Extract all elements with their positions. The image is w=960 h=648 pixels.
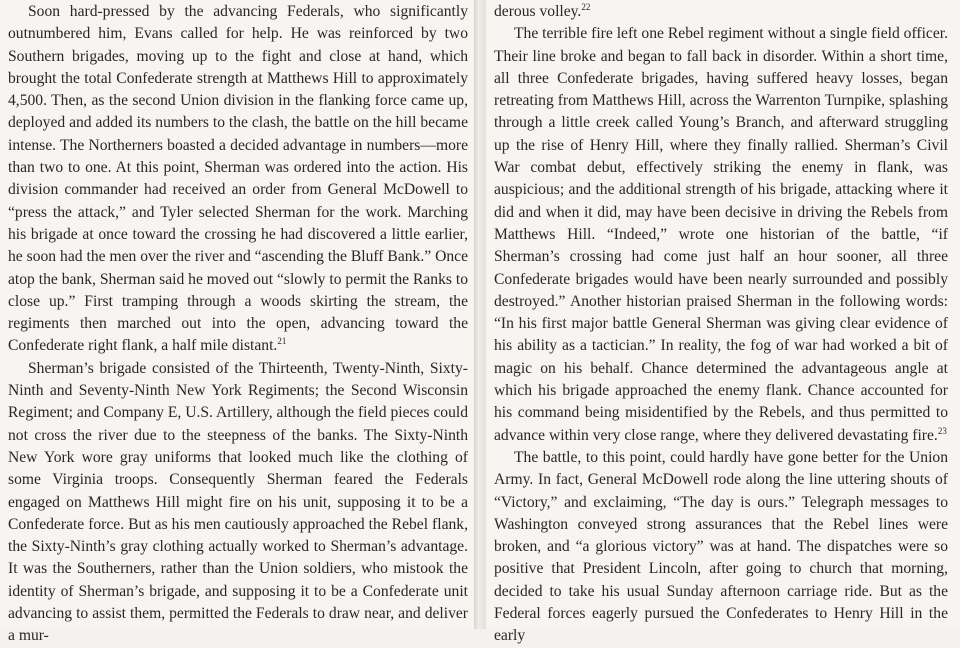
paragraph [8,1,468,358]
footnote-ref: 22 [581,1,591,12]
left-text-column [8,0,468,648]
paragraph [494,23,948,447]
paragraph-text: derous volley. [494,3,582,20]
paragraph-text: Soon hard-pressed by the advancing Federals, who significantly outnumbered him, Evans called for help. He was reinforced by two Southern brigades, moving up to the fight and close at hand, which brought the total Confederate strength at Matthews Hill to approximately 4,500. Then, as the second Union division in the flanking force came up, deployed and added its numbers to the clash, the battle on the hill became intense. The Northerners boasted a decided advantage in numbers—more than two to one. At this point, Sherman was ordered into the action. His division commander had received an order from General McDowell to “press the attack,” and Tyler selected Sherman for the work. Marching his brigade at once toward the crossing he had discovered a little earlier, he soon had the men over the river and “ascending the Bluff Bank.” Once atop the bank, Sherman said he moved out “slowly to permit the Ranks to close up.” First tramping through a woods skirting the stream, the regiments then marched out into the open, advancing toward the Confederate right flank, a half mile distant. [8,3,468,355]
left-page [0,0,474,645]
paragraph-text: The terrible fire left one Rebel regiment without a single field officer. Their line broke and began to fall back in disorder. Within a short time, all three Confederate brigades, having suffered heavy losses, began retreating from Matthews Hill, across the Warrenton Turnpike, splashing through a little creek called Young’s Branch, and afterward struggling up the rise of Henry Hill, where they finally rallied. Sherman’s Civil War combat debut, effectively striking the enemy in flank, was auspicious; and the additional strength of his brigade, attacking where it did and when it did, may have been decisive in driving the Rebels from Matthews Hill. “Indeed,” wrote one historian of the battle, “if Sherman’s crossing had come just half an hour sooner, all three Confederate brigades would have been nearly surrounded and possibly destroyed.” Another historian praised Sherman in the following words: “In his first major battle General Sherman was giving clear evidence of his ability as a tactician.” In reality, the fog of war had worked a bit of magic on his behalf. Chance determined the advantageous angle at which his brigade approached the enemy flank. Chance accounted for his command being misidentified by the Rebels, and thus permitted to advance within very close range, where they delivered devastating fire. [494,25,948,444]
paragraph [8,358,468,648]
paragraph-text: Sherman’s brigade consisted of the Thirteenth, Twenty-Ninth, Sixty-Ninth and Seventy-Ninth New York Regiments; the Second Wisconsin Regiment; and Company E, U.S. Artillery, although the field pieces could not cross the river due to the steepness of the banks. The Sixty-Ninth New York wore gray uniforms that looked much like the clothing of some Virginia troops. Consequently Sherman feared the Federals engaged on Matthews Hill might fire on his unit, supposing it to be a Confederate force. But as his men cautiously approached the Rebel flank, the Sixty-Ninth’s gray clothing actually worked to Sherman’s advantage. It was the Southerners, rather than the Union soldiers, who mistook the identity of Sherman’s brigade, and supposing it to be a Confederate unit advancing to assist them, permitted the Federals to draw near, and deliver a mur- [8,359,468,645]
book-gutter [474,0,486,629]
footnote-ref: 21 [277,336,287,347]
paragraph [494,447,948,648]
paragraph-text: The battle, to this point, could hardly have gone better for the Union Army. In fact, General McDowell rode along the line uttering shouts of “Victory,” and exclaiming, “The day is ours.” Telegraph messages to Washington conveyed strong assurances that the Rebel lines were broken, and “a glorious victory” was at hand. The dispatches were so positive that President Lincoln, after going to church that morning, decided to take his usual Sunday afternoon carriage ride. But as the Federal forces eagerly pursued the Confederates to Henry Hill in the early [494,448,948,645]
footnote-ref: 23 [937,425,947,436]
paragraph [494,1,948,23]
right-page [486,0,960,645]
right-text-column [494,0,948,648]
